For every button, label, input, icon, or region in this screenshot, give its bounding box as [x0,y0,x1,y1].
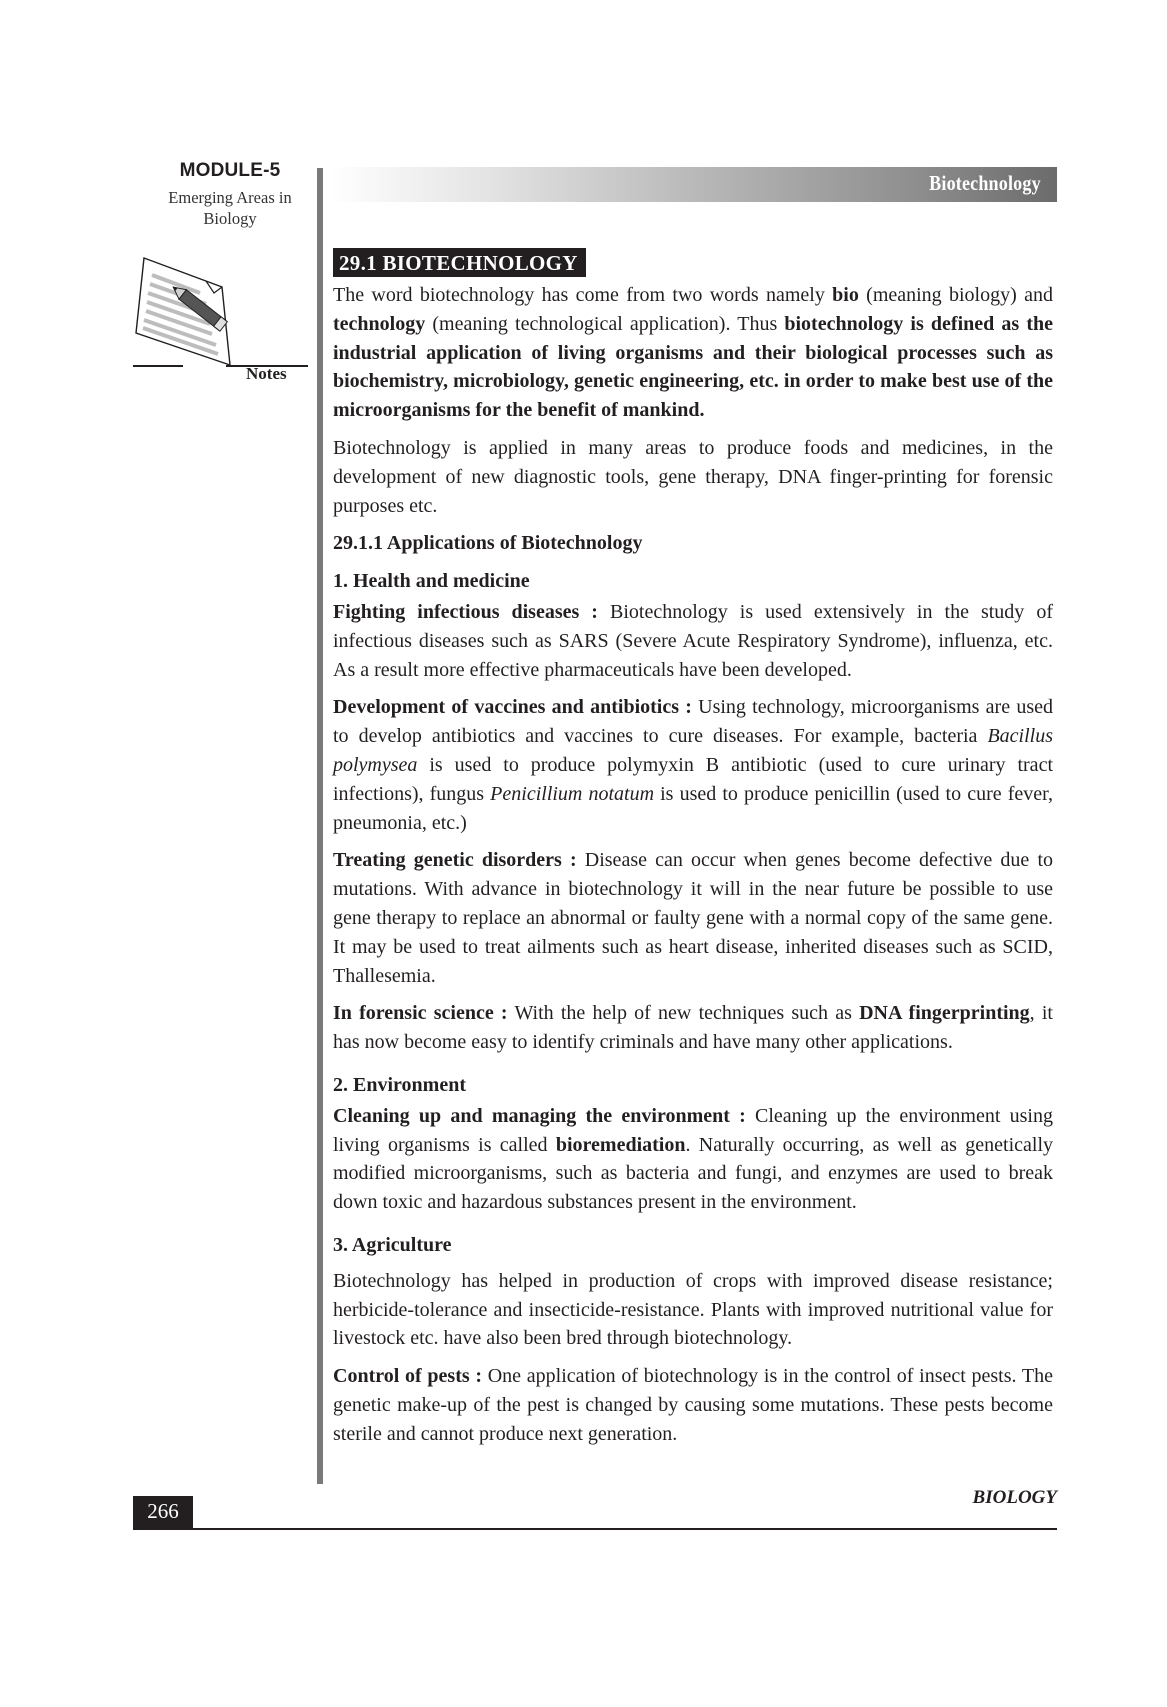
text-run: Disease can occur when genes become defective due to mutations. With advance in biotechnology it will in the near future be possible to use gene therapy to replace an abnormal or faulty gene with a normal copy of the same gene. It may be used to treat ailments such as heart disease, inherited diseases such as SCID, Thallesemia. [333,849,1054,987]
paragraph-label: Cleaning up and managing the environment : [333,1104,746,1127]
fighting-diseases-paragraph [333,598,1053,684]
section-heading: 29.1 BIOTECHNOLOGY [333,248,586,277]
text-run: (meaning technological application). Thus [425,312,785,335]
genetic-disorders-paragraph [333,846,1053,990]
text-run: is used to produce penicillin (used to cure fever, pneumonia, etc.) [333,782,1053,834]
running-header-title: Biotechnology [929,171,1041,195]
text-run: (meaning biology) and [858,284,1053,306]
footer-rule [133,1528,1057,1530]
definition: biotechnology is defined as the industrial application of living organisms and their biological processes such as biochemistry, microbiology, genetic engineering, etc. in order to make best use of the microorganisms for the benefit of mankind. [333,312,1053,422]
species-name: Penicillium notatum [490,782,655,805]
health-heading: 1. Health and medicine [333,570,530,593]
notes-rule-left [133,365,183,367]
term-bio: bio [832,284,859,306]
environment-heading: 2. Environment [333,1073,466,1096]
module-subtitle-line-1: Emerging Areas in [168,188,292,207]
agriculture-heading: 3. Agriculture [333,1233,452,1256]
paragraph-label: In forensic science : [333,1002,508,1025]
notes-pencil-icon [130,253,310,368]
paragraph-label: Control of pests : [333,1365,483,1388]
main-content [333,248,1053,1457]
text-run: is used to produce polymyxin B antibiotic (used to cure urinary tract infections), fungus [333,753,1053,805]
environment-paragraph [333,1102,1053,1217]
text-run: . Naturally occurring, as well as genetically modified microorganisms, such as bacteria and fungi, and enzymes are used to break down toxic and hazardous substances present in the environment. [333,1133,1054,1214]
text-run: One application of biotechnology is in the control of insect pests. The genetic make-up of the pest is changed by causing some mutations. These pests become sterile and cannot produce next generation. [333,1365,1053,1445]
module-subtitle [150,187,310,229]
text-run: , it has now become easy to identify criminals and have many other applications. [333,1002,1053,1054]
applications-overview: Biotechnology is applied in many areas to produce foods and medicines, in the development of new diagnostic tools, gene therapy, DNA finger-printing for forensic purposes etc. [333,436,1053,517]
module-subtitle-line-2: Biology [203,209,257,228]
module-title: MODULE-5 [179,160,281,181]
text-run: The word biotechnology has come from two words namely [333,284,833,306]
forensic-paragraph [333,999,1053,1057]
text-run: Using technology, microorganisms are used to develop antibiotics and vaccines to cure diseases. For example, bacteria [333,696,1053,748]
vaccines-paragraph [333,693,1053,837]
subsection-heading: 29.1.1 Applications of Biotechnology [333,532,643,555]
agriculture-paragraph: Biotechnology has helped in production of crops with improved disease resistance; herbicide-tolerance and insecticide-resistance. Plants with improved nutritional value for livestock etc. have also been bred through biotechnology. [333,1269,1053,1350]
text-run: Biotechnology is used extensively in the study of infectious diseases such as SARS (Severe Acute Respiratory Syndrome), influenza, etc. As a result more effective pharmaceuticals have been developed. [333,600,1053,681]
paragraph-label: Fighting infectious diseases : [333,600,598,623]
text-run: With the help of new techniques such as [507,1002,860,1025]
term-dna-fingerprinting: DNA fingerprinting [859,1002,1030,1025]
footer-book-title: BIOLOGY [972,1487,1057,1508]
intro-paragraph [333,281,1053,425]
paragraph-label: Treating genetic disorders : [333,849,577,872]
term-bioremediation: bioremediation [555,1133,686,1156]
text-run: Cleaning up the environment using living organisms is called [333,1104,1053,1156]
term-technology: technology [333,312,426,335]
paragraph-label: Development of vaccines and antibiotics : [333,696,692,719]
page-number: 266 [147,1499,179,1523]
running-header [330,167,1057,202]
species-name: Bacillus polymysea [333,725,1053,776]
notes-label: Notes [246,364,287,383]
pests-paragraph [333,1362,1053,1448]
margin-divider [317,168,323,1484]
page-number-box [133,1496,193,1530]
